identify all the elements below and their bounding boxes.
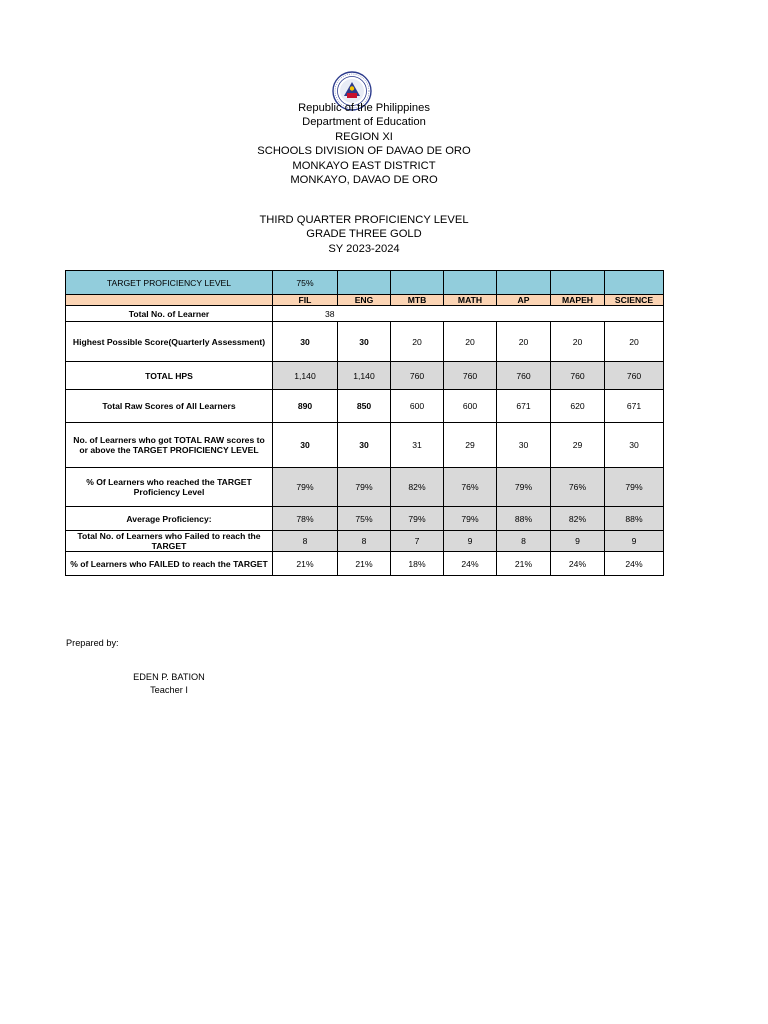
target-blank-cell — [338, 271, 391, 295]
cell-mtb: 760 — [391, 362, 444, 390]
cell-science: 20 — [605, 322, 664, 362]
cell-mapeh: 76% — [551, 468, 605, 507]
cell-fil: 79% — [273, 468, 338, 507]
total-learners-row — [66, 306, 664, 322]
cell-eng: 1,140 — [338, 362, 391, 390]
subject-header-ap: AP — [497, 295, 551, 306]
cell-mapeh: 82% — [551, 507, 605, 531]
target-blank-cell — [444, 271, 497, 295]
cell-science: 88% — [605, 507, 664, 531]
table-row-hps-quarterly — [66, 322, 664, 362]
cell-science: 30 — [605, 423, 664, 468]
cell-eng: 850 — [338, 390, 391, 423]
total-learners-value: 38 — [273, 306, 664, 322]
target-blank-cell — [551, 271, 605, 295]
subject-header-mapeh: MAPEH — [551, 295, 605, 306]
report-school-year-line: SY 2023-2024 — [328, 242, 400, 255]
cell-eng: 79% — [338, 468, 391, 507]
cell-mtb: 20 — [391, 322, 444, 362]
report-grade-line: GRADE THREE GOLD — [306, 228, 422, 241]
cell-eng: 75% — [338, 507, 391, 531]
report-title-line: THIRD QUARTER PROFICIENCY LEVEL — [259, 214, 469, 226]
cell-fil: 8 — [273, 531, 338, 552]
table-row-total-hps — [66, 362, 664, 390]
cell-fil: 30 — [273, 423, 338, 468]
subject-header-science: SCIENCE — [605, 295, 664, 306]
cell-math: 76% — [444, 468, 497, 507]
row-label: Average Proficiency: — [66, 507, 273, 531]
row-label: % of Learners who FAILED to reach the TARGET — [66, 552, 273, 576]
cell-math: 29 — [444, 423, 497, 468]
cell-ap: 20 — [497, 322, 551, 362]
cell-eng: 30 — [338, 322, 391, 362]
table-row-total-raw-scores — [66, 390, 664, 423]
target-blank-cell — [605, 271, 664, 295]
cell-mtb: 31 — [391, 423, 444, 468]
cell-math: 24% — [444, 552, 497, 576]
row-label: Highest Possible Score(Quarterly Assessment) — [66, 322, 273, 362]
subject-header-row — [66, 295, 664, 306]
cell-ap: 79% — [497, 468, 551, 507]
cell-ap: 88% — [497, 507, 551, 531]
total-learners-label: Total No. of Learner — [66, 306, 273, 322]
cell-math: 760 — [444, 362, 497, 390]
cell-science: 760 — [605, 362, 664, 390]
report-title — [0, 213, 728, 256]
cell-mtb: 600 — [391, 390, 444, 423]
cell-math: 600 — [444, 390, 497, 423]
cell-fil: 78% — [273, 507, 338, 531]
letterhead-line-country: Republic of the Philippines — [298, 102, 430, 114]
subject-header-fil: FIL — [273, 295, 338, 306]
cell-science: 9 — [605, 531, 664, 552]
target-blank-cell — [391, 271, 444, 295]
row-label: Total No. of Learners who Failed to reach the TARGET — [66, 531, 273, 552]
letterhead-line-department: Department of Education — [302, 116, 426, 129]
table-row-failed-count — [66, 531, 664, 552]
table-row-average-proficiency — [66, 507, 664, 531]
subject-header-mtb: MTB — [391, 295, 444, 306]
cell-science: 24% — [605, 552, 664, 576]
table-row-percent-reached-target — [66, 468, 664, 507]
target-value-cell: 75% — [273, 271, 338, 295]
target-row — [66, 271, 664, 295]
target-blank-cell — [497, 271, 551, 295]
target-label-cell: TARGET PROFICIENCY LEVEL — [66, 271, 273, 295]
table-row-percent-failed — [66, 552, 664, 576]
prepared-by-label: Prepared by: — [66, 638, 119, 648]
cell-mtb: 79% — [391, 507, 444, 531]
cell-mapeh: 20 — [551, 322, 605, 362]
cell-mapeh: 24% — [551, 552, 605, 576]
cell-ap: 21% — [497, 552, 551, 576]
row-label: Total Raw Scores of All Learners — [66, 390, 273, 423]
cell-ap: 30 — [497, 423, 551, 468]
cell-mapeh: 29 — [551, 423, 605, 468]
cell-mtb: 7 — [391, 531, 444, 552]
proficiency-table — [65, 270, 664, 576]
cell-math: 9 — [444, 531, 497, 552]
letterhead-line-division: SCHOOLS DIVISION OF DAVAO DE ORO — [257, 145, 471, 158]
subject-header-blank — [66, 295, 273, 306]
cell-fil: 1,140 — [273, 362, 338, 390]
cell-fil: 21% — [273, 552, 338, 576]
cell-fil: 30 — [273, 322, 338, 362]
signature-block — [110, 671, 228, 696]
letterhead — [0, 101, 728, 187]
cell-ap: 8 — [497, 531, 551, 552]
cell-mtb: 18% — [391, 552, 444, 576]
subject-header-math: MATH — [444, 295, 497, 306]
cell-mapeh: 9 — [551, 531, 605, 552]
row-label: TOTAL HPS — [66, 362, 273, 390]
row-label: % Of Learners who reached the TARGET Proficiency Level — [66, 468, 273, 507]
subject-header-eng: ENG — [338, 295, 391, 306]
signatory-position: Teacher I — [150, 684, 188, 695]
cell-eng: 30 — [338, 423, 391, 468]
cell-science: 671 — [605, 390, 664, 423]
cell-eng: 8 — [338, 531, 391, 552]
row-label: No. of Learners who got TOTAL RAW scores to or above the TARGET PROFICIENCY LEVEL — [66, 423, 273, 468]
signatory-name: EDEN P. BATION — [133, 672, 205, 682]
cell-eng: 21% — [338, 552, 391, 576]
cell-ap: 671 — [497, 390, 551, 423]
cell-ap: 760 — [497, 362, 551, 390]
cell-science: 79% — [605, 468, 664, 507]
cell-mapeh: 760 — [551, 362, 605, 390]
cell-mapeh: 620 — [551, 390, 605, 423]
letterhead-line-district: MONKAYO EAST DISTRICT — [292, 159, 436, 172]
cell-mtb: 82% — [391, 468, 444, 507]
table-row-learners-at-target — [66, 423, 664, 468]
letterhead-line-location: MONKAYO, DAVAO DE ORO — [290, 174, 438, 187]
cell-fil: 890 — [273, 390, 338, 423]
letterhead-line-region: REGION XI — [335, 130, 393, 143]
cell-math: 20 — [444, 322, 497, 362]
cell-math: 79% — [444, 507, 497, 531]
